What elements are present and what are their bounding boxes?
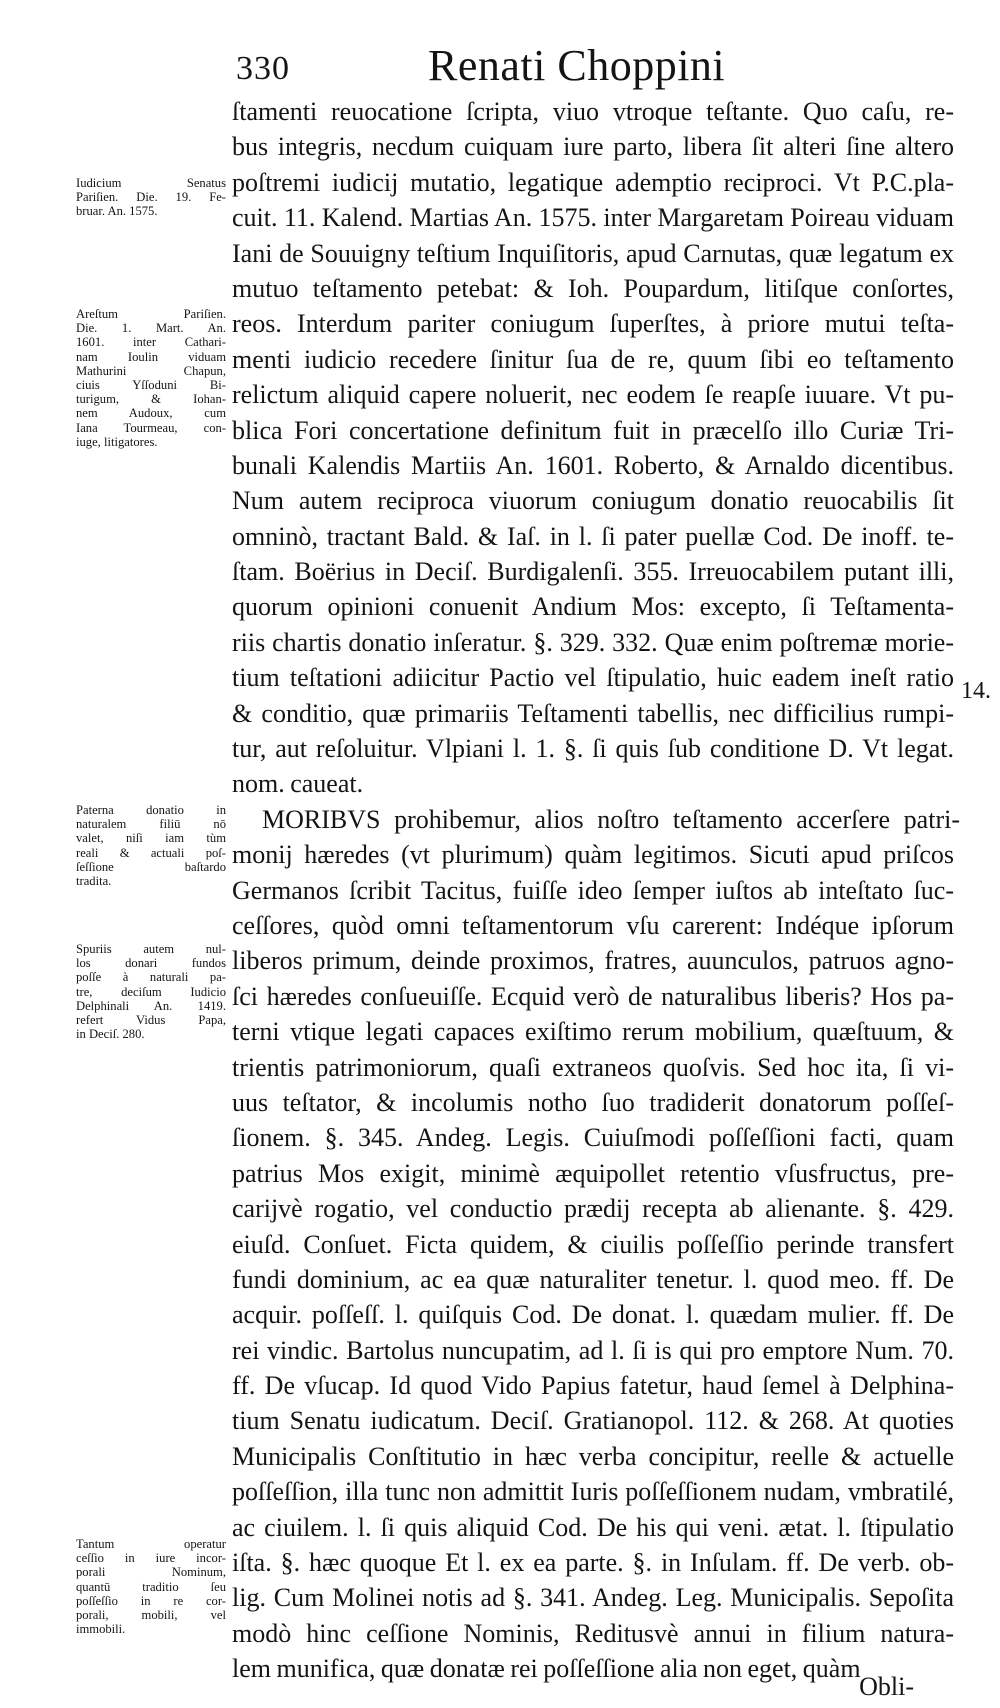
margin-note-line: Mathurini Chapun, — [76, 363, 226, 378]
text-line: quorum opinioni conuenit Andium Mos: excepto, ſi Teſtamenta- — [232, 592, 954, 622]
margin-note-line: poſſeſſio in re cor- — [76, 1593, 226, 1608]
text-line: riis chartis donatio inſeratur. §. 329. 332. Quæ enim poſtremæ morie- — [232, 627, 954, 657]
margin-note-line: porali Nominum, — [76, 1565, 226, 1580]
margin-note-1 — [76, 176, 226, 219]
text-line: reos. Interdum pariter coniugum ſuperſtes, à priore mutui teſta- — [232, 309, 954, 339]
text-line: patrius Mos exigit, minimè æquipollet retentio vſusfructus, pre- — [232, 1158, 954, 1188]
text-line: ſionem. §. 345. Andeg. Legis. Cuiuſmodi poſſeſſioni facti, quam — [232, 1123, 954, 1153]
text-line: eiuſd. Conſuet. Ficta quidem, & ciuilis poſſeſſio perinde transfert — [232, 1229, 954, 1259]
text-line: fundi dominium, ac ea quæ naturaliter tenetur. l. quod meo. ff. De — [232, 1264, 954, 1294]
margin-note-line: ſeſſione baſtardo — [76, 859, 226, 874]
section-number: 14. — [961, 678, 991, 704]
text-line: Iani de Souuigny teſtium Inquiſitoris, apud Carnutas, quæ legatum ex — [232, 238, 954, 268]
margin-note-line: ciuis Yſſoduni Bi- — [76, 377, 226, 392]
margin-note-line: Die. 1. Mart. An. — [76, 321, 226, 336]
text-line: ceſſores, quòd omni teſtamentorum vſu carerent: Indéque ipſorum — [232, 910, 954, 940]
margin-note-line: turigum, & Iohan- — [76, 392, 226, 407]
text-line: bunali Kalendis Martiis An. 1601. Roberto, & Arnaldo dicentibus. — [232, 450, 954, 480]
text-line: poſſeſſion, illa tunc non admittit Iuris poſſeſſionem nudam, vmbratilé, — [232, 1477, 954, 1507]
text-line: ff. De vſucap. Id quod Vido Papius fatetur, haud ſemel à Delphina- — [232, 1371, 954, 1401]
text-line: Germanos ſcribit Tacitus, fuiſſe ideo ſemper iuſtos ab inteſtato ſuc- — [232, 875, 954, 905]
margin-note-line: reali & actuali poſ- — [76, 845, 226, 860]
text-line: cuit. 11. Kalend. Martias An. 1575. inter Margaretam Poireau viduam — [232, 203, 954, 233]
text-line: mutuo teſtamento petebat: & Ioh. Poupardum, litiſque conſortes, — [232, 273, 954, 303]
text-line: relictum aliquid capere noluerit, nec eodem ſe reapſe iuuare. Vt pu- — [232, 380, 954, 410]
text-line: tium Senatu iudicatum. Deciſ. Gratianopol. 112. & 268. At quoties — [232, 1406, 954, 1436]
text-line: lem munifica, quæ donatæ rei poſſeſſione alia non eget, quàm — [232, 1654, 861, 1684]
text-line: rei vindic. Bartolus nuncupatim, ad l. ſi is qui pro emptore Num. 70. — [232, 1335, 954, 1365]
margin-note-line: poſſe à naturali pa- — [76, 970, 226, 985]
margin-note-line: in Deciſ. 280. — [76, 1027, 145, 1042]
margin-note-line: nem Audoux, cum — [76, 406, 226, 421]
margin-note-line: naturalem filiū nō — [76, 817, 226, 832]
margin-note-line: nam Ioulin viduam — [76, 349, 226, 364]
text-line: monij hæredes (vt plurimum) quàm legitimos. Sicuti apud priſcos — [232, 840, 954, 870]
margin-note-line: ceſſio in iure incor- — [76, 1551, 226, 1566]
margin-note-line: los donari fundos — [76, 956, 226, 971]
text-line: modò hinc ceſſione Nominis, Reditusvè annui in filium natura- — [232, 1618, 954, 1648]
text-line: ſtamenti reuocatione ſcripta, viuo vtroque teſtante. Quo caſu, re- — [232, 97, 954, 126]
margin-note-line: Areſtum Pariſien. — [76, 307, 226, 321]
margin-note-line: Delphinali An. 1419. — [76, 998, 226, 1013]
text-line: ac ciuilem. l. ſi quis aliquid Cod. De his qui veni. ætat. l. ſtipulatio — [232, 1512, 954, 1542]
text-line: terni vtique legati capaces exiſtimo rerum mobilium, quæſtuum, & — [232, 1017, 954, 1047]
margin-note-line: quantū traditio ſeu — [76, 1579, 226, 1594]
margin-note-line: valet, niſi iam tùm — [76, 831, 226, 846]
text-line: carijvè rogatio, vel conductio prædij recepta ab alienante. §. 429. — [232, 1194, 954, 1224]
text-line: blica Fori concertatione definitum fuit in præcelſo illo Curiæ Tri- — [232, 415, 954, 445]
margin-note-line: Tantum operatur — [76, 1537, 226, 1551]
running-title: Renati Choppini — [428, 41, 726, 90]
text-line: omninò, tractant Bald. & Iaſ. in l. ſi pater puellæ Cod. De inoff. te- — [232, 521, 954, 551]
main-text-block — [232, 94, 960, 1687]
margin-note-4 — [76, 942, 226, 1041]
text-line: menti iudicio recedere ſinitur ſua de re, quum ſibi eo teſtamento — [232, 344, 954, 374]
margin-note-line: Iudicium Senatus — [76, 176, 226, 190]
margin-note-line: refert Vidus Papa, — [76, 1012, 226, 1027]
text-line: acquir. poſſeſſ. l. quiſquis Cod. De donat. l. quædam mulier. ff. De — [232, 1300, 954, 1330]
text-line: uus teſtator, & incolumis notho ſuo tradiderit donatorum poſſeſ- — [232, 1087, 954, 1117]
text-line: poſtremi iudicij mutatio, legatique ademptio reciproci. Vt P.C.pla- — [232, 167, 954, 197]
text-line: Num autem reciproca viuorum coniugum donatio reuocabilis ſit — [232, 486, 954, 516]
margin-note-line: Spuriis autem nul- — [76, 942, 226, 956]
margin-note-line: tradita. — [76, 873, 112, 888]
text-line: tur, aut reſoluitur. Vlpiani l. 1. §. ſi quis ſub conditione D. Vt legat. — [232, 734, 954, 764]
text-line: trientis patrimoniorum, quaſi extraneos quoſvis. Sed hoc ita, ſi vi- — [232, 1052, 954, 1082]
margin-note-line: Iana Tourmeau, con- — [76, 420, 226, 435]
text-line: & conditio, quæ primariis Teſtamenti tabellis, nec difficilius rumpi- — [232, 698, 954, 728]
margin-note-line: bruar. An. 1575. — [76, 204, 158, 219]
text-line: tium teſtationi adiicitur Pactio vel ſtipulatio, huic eadem ineſt ratio — [232, 663, 954, 693]
catchword: Obli- — [859, 1672, 914, 1701]
margin-note-line: 1601. inter Cathari- — [76, 335, 226, 350]
margin-note-3 — [76, 803, 226, 888]
margin-note-line: tre, deciſum Iudicio — [76, 984, 226, 999]
text-line: iſta. §. hæc quoque Et l. ex ea parte. §. in Inſulam. ff. De verb. ob- — [232, 1548, 954, 1578]
text-line: Municipalis Conſtitutio in hæc verba concipitur, reelle & actuelle — [232, 1441, 954, 1471]
text-line: liberos primum, deinde proximos, fratres, auunculos, patruos agno- — [232, 946, 954, 976]
text-line: MORIBVS prohibemur, alios noſtro teſtamento accerſere patri- — [262, 804, 960, 834]
margin-note-line: Paterna donatio in — [76, 803, 226, 817]
page-number: 330 — [236, 50, 290, 87]
text-line: ſtam. Boërius in Deciſ. Burdigalenſi. 355. Irreuocabilem putant illi, — [232, 557, 954, 587]
text-line: bus integris, necdum cuiquam iure parto, libera ſit alteri ſine altero — [232, 132, 954, 162]
text-line: nom. caueat. — [232, 769, 364, 799]
text-line: lig. Cum Molinei notis ad §. 341. Andeg. Leg. Municipalis. Sepoſita — [232, 1583, 954, 1613]
margin-note-line: iuge, litigatores. — [76, 434, 158, 449]
margin-note-line: immobili. — [76, 1622, 126, 1637]
margin-note-2 — [76, 307, 226, 449]
margin-note-line: porali, mobili, vel — [76, 1607, 226, 1622]
text-line: ſci hæredes conſueuiſſe. Ecquid verò de naturalibus liberis? Hos pa- — [232, 981, 954, 1011]
margin-note-5 — [76, 1537, 226, 1636]
margin-note-line: Pariſien. Die. 19. Fe- — [76, 190, 226, 205]
